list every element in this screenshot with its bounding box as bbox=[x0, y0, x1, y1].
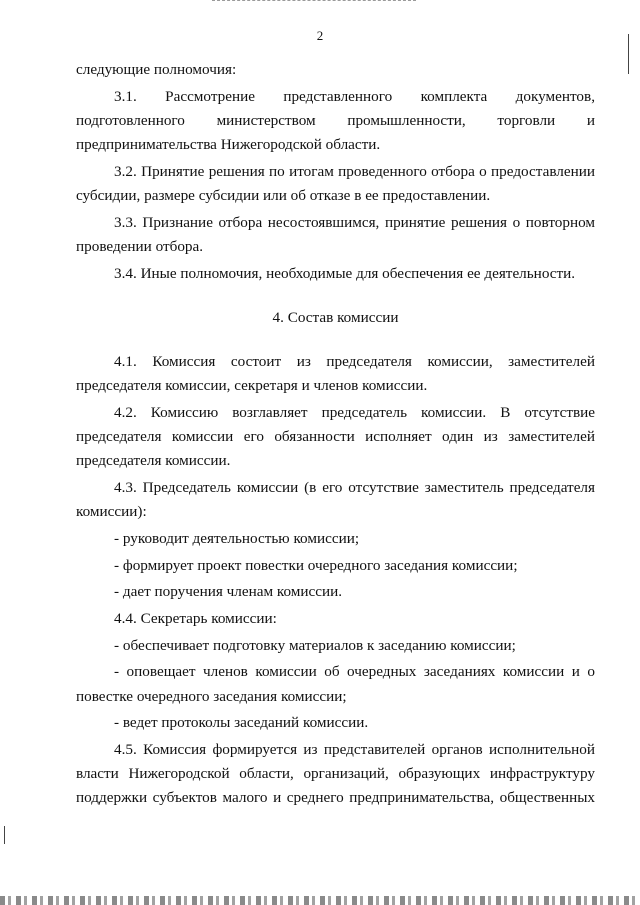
paragraph: 3.3. Признание отбора несостоявшимся, принятие решения о повторном проведении отбора. bbox=[76, 213, 595, 255]
section-heading: 4. Состав комиссии bbox=[272, 308, 399, 326]
scan-artifact-left-edge bbox=[4, 826, 5, 844]
scan-artifact-bottom bbox=[0, 896, 640, 905]
paragraph: следующие полномочия: bbox=[76, 61, 237, 78]
list-item: - оповещает членов комиссии об очередных заседаниях комиссии и о повестке очередного заседания комиссии; bbox=[76, 663, 595, 705]
document-body bbox=[76, 58, 595, 811]
paragraph: 4.2. Комиссию возглавляет председатель комиссии. В отсутствие председателя комиссии его обязанности исполняет один из заместителей председателя комиссии. bbox=[76, 403, 595, 470]
scan-artifact-top bbox=[212, 0, 416, 1]
list-item: - дает поручения членам комиссии. bbox=[114, 583, 343, 601]
list-item: - руководит деятельностью комиссии; bbox=[114, 529, 360, 547]
list-item: - формирует проект повестки очередного заседания комиссии; bbox=[114, 556, 518, 574]
list-item: - обеспечивает подготовку материалов к заседанию комиссии; bbox=[114, 636, 516, 654]
paragraph: 4.5. Комиссия формируется из представителей органов исполнительной власти Нижегородской области, организаций, образующих инфраструктуру поддержки субъектов малого и среднего предпринимательства, общественных bbox=[76, 741, 595, 807]
paragraph: 4.1. Комиссия состоит из председателя комиссии, заместителей председателя комиссии, секретаря и членов комиссии. bbox=[76, 353, 595, 395]
paragraph: 3.2. Принятие решения по итогам проведенного отбора о предоставлении субсидии, размере субсидии или об отказе в ее предоставлении. bbox=[76, 162, 595, 205]
paragraph: 3.4. Иные полномочия, необходимые для обеспечения ее деятельности. bbox=[114, 264, 576, 282]
page-number: 2 bbox=[316, 28, 324, 43]
paragraph: 4.4. Секретарь комиссии: bbox=[114, 610, 277, 628]
paragraph: 4.3. Председатель комиссии (в его отсутствие заместитель председателя комиссии): bbox=[76, 479, 595, 521]
list-item: - ведет протоколы заседаний комиссии. bbox=[114, 714, 369, 732]
paragraph: 3.1. Рассмотрение представленного комплекта документов, подготовленного министерством промышленности, торговли и предпринимательства Нижегородской области. bbox=[76, 87, 595, 154]
